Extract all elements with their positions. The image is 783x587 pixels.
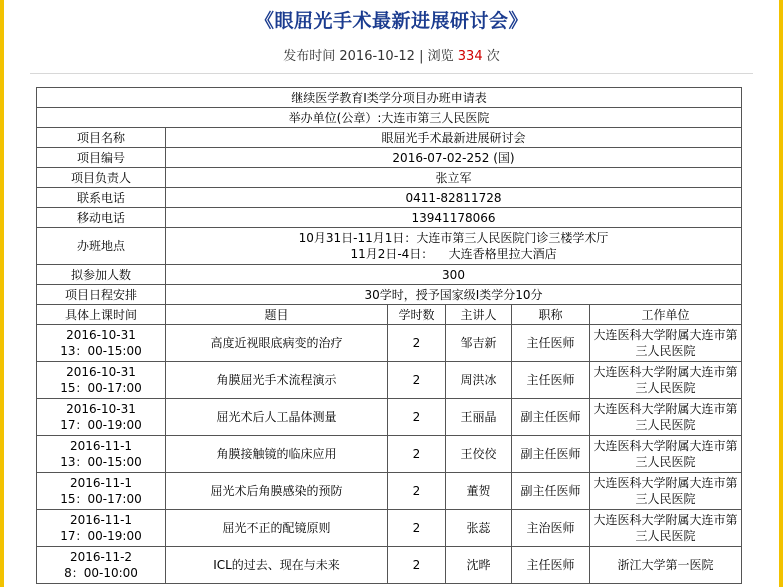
field-value: 张立军 — [166, 168, 742, 188]
session-time — [37, 510, 166, 547]
organizer: 举办单位(公章）:大连市第三人民医院 — [37, 108, 742, 128]
publish-label: 发布时间 — [283, 49, 336, 64]
field-row — [37, 168, 742, 188]
publish-date: 2016-10-12 — [339, 49, 415, 64]
session-unit — [590, 362, 742, 399]
session-date: 2016-11-1 — [69, 513, 133, 527]
unit-line: 浙江大学第一医院 — [617, 558, 714, 572]
column-header: 职称 — [512, 305, 590, 325]
session-speaker: 周洪冰 — [446, 362, 512, 399]
schedule-value: 30学时，授予国家级I类学分10分 — [166, 285, 742, 305]
session-unit — [590, 325, 742, 362]
session-topic: ICL的过去、现在与未来 — [166, 547, 388, 584]
session-speaker: 董贺 — [446, 473, 512, 510]
field-row — [37, 128, 742, 148]
field-row — [37, 148, 742, 168]
participants-value: 300 — [166, 265, 742, 285]
field-label: 项目负责人 — [37, 168, 166, 188]
session-unit — [590, 399, 742, 436]
field-value: 13941178066 — [166, 208, 742, 228]
unit-line: 三人民医院 — [635, 344, 696, 358]
unit-line: 大连医科大学附属大连市第 — [593, 476, 738, 490]
session-hours-range: 13：00-15:00 — [60, 455, 142, 469]
session-unit — [590, 436, 742, 473]
field-row — [37, 188, 742, 208]
table-row — [37, 510, 742, 547]
session-date: 2016-10-31 — [66, 365, 136, 379]
column-header: 工作单位 — [590, 305, 742, 325]
session-time — [37, 473, 166, 510]
session-hours-range: 8：00-10:00 — [64, 566, 138, 580]
session-speaker-title: 主任医师 — [512, 325, 590, 362]
unit-line: 三人民医院 — [635, 455, 696, 469]
session-speaker: 沈晔 — [446, 547, 512, 584]
unit-line: 大连医科大学附属大连市第 — [593, 513, 738, 527]
schedule-label: 项目日程安排 — [37, 285, 166, 305]
session-topic: 屈光术后人工晶体测量 — [166, 399, 388, 436]
session-hours-range: 15：00-17:00 — [60, 381, 142, 395]
form-heading: 继续医学教育I类学分项目办班申请表 — [37, 88, 742, 108]
session-speaker-title: 主任医师 — [512, 362, 590, 399]
column-header: 主讲人 — [446, 305, 512, 325]
session-unit — [590, 510, 742, 547]
session-credit-hours: 2 — [388, 547, 446, 584]
field-value: 0411-82811728 — [166, 188, 742, 208]
session-credit-hours: 2 — [388, 473, 446, 510]
session-speaker-title: 副主任医师 — [512, 399, 590, 436]
form-heading-row — [37, 88, 742, 108]
session-credit-hours: 2 — [388, 325, 446, 362]
views-label: 浏览 — [427, 49, 454, 64]
column-header: 题目 — [166, 305, 388, 325]
venue-label: 办班地点 — [37, 228, 166, 265]
column-header: 具体上课时间 — [37, 305, 166, 325]
column-header: 学时数 — [388, 305, 446, 325]
session-speaker-title: 主任医师 — [512, 547, 590, 584]
session-speaker: 王丽晶 — [446, 399, 512, 436]
venue-row — [37, 228, 742, 265]
session-topic: 角膜接触镜的临床应用 — [166, 436, 388, 473]
meta-separator: | — [419, 49, 424, 64]
venue-line: 10月31日-11月1日：大连市第三人民医院门诊三楼学术厅 — [298, 231, 609, 245]
unit-line: 三人民医院 — [635, 418, 696, 432]
venue-line: 11月2日-4日： 大连香格里拉大酒店 — [350, 247, 557, 261]
schedule-header-row — [37, 305, 742, 325]
session-time — [37, 362, 166, 399]
session-topic: 高度近视眼底病变的治疗 — [166, 325, 388, 362]
session-topic: 角膜屈光手术流程演示 — [166, 362, 388, 399]
session-date: 2016-11-2 — [69, 550, 133, 564]
unit-line: 大连医科大学附属大连市第 — [593, 439, 738, 453]
meta-divider — [30, 73, 753, 74]
field-value: 2016-07-02-252 (国) — [166, 148, 742, 168]
session-speaker: 邹吉新 — [446, 325, 512, 362]
session-speaker: 张蕊 — [446, 510, 512, 547]
unit-line: 三人民医院 — [635, 381, 696, 395]
session-date: 2016-11-1 — [69, 476, 133, 490]
session-speaker-title: 副主任医师 — [512, 436, 590, 473]
table-row — [37, 325, 742, 362]
left-frame-border — [0, 0, 4, 587]
table-row — [37, 399, 742, 436]
session-unit — [590, 473, 742, 510]
session-time — [37, 325, 166, 362]
views-count: 334 — [457, 49, 483, 64]
schedule-summary-row — [37, 285, 742, 305]
session-hours-range: 13：00-15:00 — [60, 344, 142, 358]
article-title: 《眼屈光手术最新进展研讨会》 — [254, 10, 528, 32]
participants-row — [37, 265, 742, 285]
session-date: 2016-10-31 — [66, 328, 136, 342]
session-topic: 屈光不正的配镜原则 — [166, 510, 388, 547]
organizer-row — [37, 108, 742, 128]
session-time — [37, 547, 166, 584]
session-speaker: 王佼佼 — [446, 436, 512, 473]
views-unit: 次 — [486, 49, 500, 64]
table-row — [37, 436, 742, 473]
field-row — [37, 208, 742, 228]
session-credit-hours: 2 — [388, 510, 446, 547]
session-hours-range: 15：00-17:00 — [60, 492, 142, 506]
table-row — [37, 362, 742, 399]
session-hours-range: 17：00-19:00 — [60, 418, 142, 432]
right-frame-border — [779, 0, 783, 587]
session-unit — [590, 547, 742, 584]
unit-line: 大连医科大学附属大连市第 — [593, 328, 738, 342]
unit-line: 大连医科大学附属大连市第 — [593, 365, 738, 379]
field-label: 项目名称 — [37, 128, 166, 148]
table-row — [37, 547, 742, 584]
participants-label: 拟参加人数 — [37, 265, 166, 285]
session-hours-range: 17：00-19:00 — [60, 529, 142, 543]
field-value: 眼屈光手术最新进展研讨会 — [166, 128, 742, 148]
session-speaker-title: 主治医师 — [512, 510, 590, 547]
field-label: 项目编号 — [37, 148, 166, 168]
session-credit-hours: 2 — [388, 362, 446, 399]
session-credit-hours: 2 — [388, 399, 446, 436]
venue-value — [166, 228, 742, 265]
table-row — [37, 473, 742, 510]
session-credit-hours: 2 — [388, 436, 446, 473]
field-label: 联系电话 — [37, 188, 166, 208]
session-topic: 屈光术后角膜感染的预防 — [166, 473, 388, 510]
unit-line: 三人民医院 — [635, 529, 696, 543]
article-meta — [0, 45, 783, 64]
session-time — [37, 436, 166, 473]
application-form-table — [36, 87, 742, 584]
session-speaker-title: 副主任医师 — [512, 473, 590, 510]
session-date: 2016-11-1 — [69, 439, 133, 453]
unit-line: 三人民医院 — [635, 492, 696, 506]
session-date: 2016-10-31 — [66, 402, 136, 416]
unit-line: 大连医科大学附属大连市第 — [593, 402, 738, 416]
session-time — [37, 399, 166, 436]
field-label: 移动电话 — [37, 208, 166, 228]
